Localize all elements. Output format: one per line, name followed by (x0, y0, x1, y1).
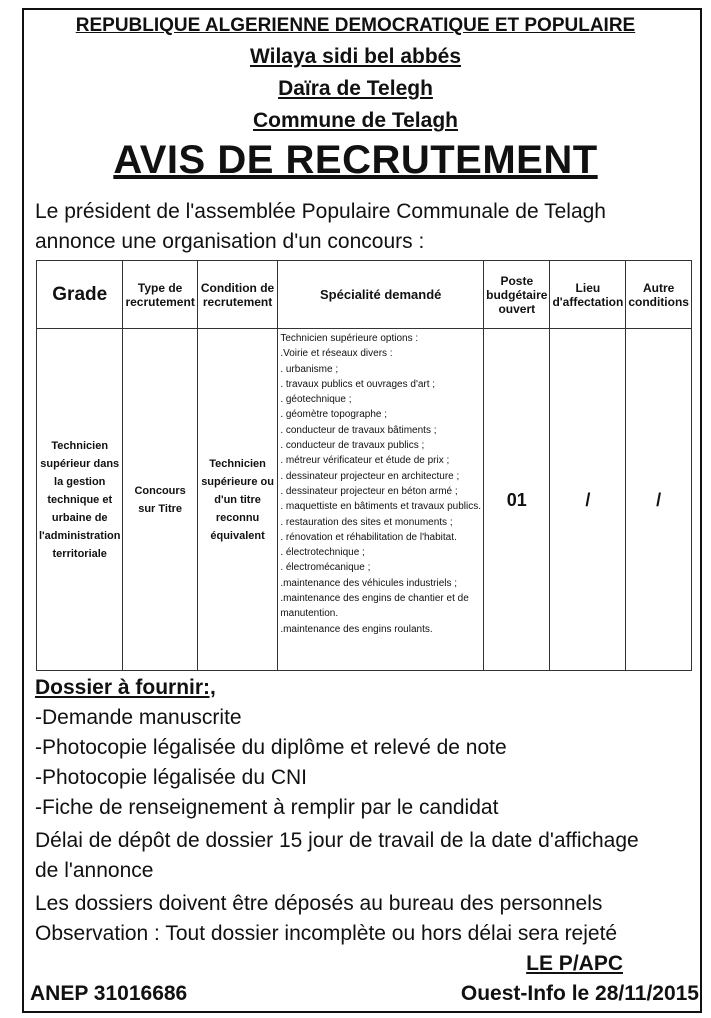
col-condition: Condition de recrutement (197, 261, 278, 329)
dossier-item: -Photocopie légalisée du diplôme et relevé de note (35, 736, 507, 759)
dossier-item: -Photocopie légalisée du CNI (35, 766, 307, 789)
specialite-item: . rénovation et réhabilitation de l'habitat. (280, 531, 457, 543)
specialite-item: . dessinateur projecteur en architecture ; (280, 470, 460, 482)
header-wilaya: Wilaya sidi bel abbés (249, 45, 462, 68)
dossier-item: Les dossiers doivent être déposés au bureau des personnels (35, 892, 603, 915)
header-commune: Commune de Telagh (253, 109, 458, 132)
specialite-item: . conducteur de travaux publics ; (280, 440, 425, 452)
col-specialite: Spécialité demandé (278, 261, 484, 329)
header-republic: REPUBLIQUE ALGERIENNE DEMOCRATIQUE ET POPULAIRE (75, 15, 636, 36)
cell-autre: / (626, 329, 692, 671)
intro-line-1: Le président de l'assemblée Populaire Communale de Telagh (35, 200, 606, 223)
col-grade: Grade (37, 261, 123, 329)
cell-grade: Technicien supérieur dans la gestion technique et urbaine de l'administration territoriale (37, 329, 123, 671)
dossier-title: Dossier à fournir:, (35, 676, 216, 699)
col-type: Type de recrutement (123, 261, 197, 329)
specialite-item: . métreur vérificateur et étude de prix ; (280, 455, 450, 467)
page-title: AVIS DE RECRUTEMENT (113, 138, 598, 182)
dossier-item: Délai de dépôt de dossier 15 jour de travail de la date d'affichage (35, 829, 639, 852)
dossier-item: -Demande manuscrite (35, 706, 242, 729)
specialite-item: . dessinateur projecteur en béton armé ; (280, 485, 458, 497)
signature: LE P/APC (526, 952, 623, 975)
specialite-item: . électromécanique ; (280, 562, 371, 574)
publication-source: Ouest-Info le 28/11/2015 (460, 982, 699, 1005)
specialite-item: manutention. (280, 608, 339, 620)
dossier-item: -Fiche de renseignement à remplir par le candidat (35, 796, 499, 819)
cell-lieu: / (550, 329, 626, 671)
col-lieu: Lieu d'affectation (550, 261, 626, 329)
table-row (37, 329, 692, 671)
specialite-item: Technicien supérieure options : (280, 333, 419, 344)
cell-specialites (278, 329, 484, 671)
header-daira: Daïra de Telegh (278, 77, 433, 100)
cell-poste: 01 (484, 329, 550, 671)
specialite-item: . travaux publics et ouvrages d'art ; (280, 378, 436, 390)
anep-reference: ANEP 31016686 (30, 982, 188, 1005)
specialite-item: . électrotechnique ; (280, 547, 365, 559)
col-poste: Poste budgétaire ouvert (484, 261, 550, 329)
recruitment-table (36, 260, 692, 671)
dossier-item: de l'annonce (35, 859, 154, 882)
specialite-item: .Voirie et réseaux divers : (280, 348, 393, 360)
table-header-row (37, 261, 692, 329)
specialite-item: . géomètre topographe ; (280, 409, 388, 421)
cell-condition: Technicien supérieure ou d'un titre reconnu équivalent (197, 329, 278, 671)
col-autre: Autre conditions (626, 261, 692, 329)
cell-type: Concours sur Titre (123, 329, 197, 671)
intro-line-2: annonce une organisation d'un concours : (35, 230, 425, 253)
specialite-item: . conducteur de travaux bâtiments ; (280, 424, 437, 436)
specialite-item: . maquettiste en bâtiments et travaux publics. (280, 501, 481, 513)
specialite-item: . urbanisme ; (280, 363, 339, 375)
specialite-item: . restauration des sites et monuments ; (280, 516, 453, 528)
specialite-item: .maintenance des engins roulants. (280, 623, 433, 635)
specialite-item: .maintenance des engins de chantier et de (280, 593, 469, 605)
specialite-item: . géotechnique ; (280, 394, 352, 406)
specialite-item: .maintenance des véhicules industriels ; (280, 577, 458, 589)
dossier-item: Observation : Tout dossier incomplète ou hors délai sera rejeté (35, 922, 618, 945)
